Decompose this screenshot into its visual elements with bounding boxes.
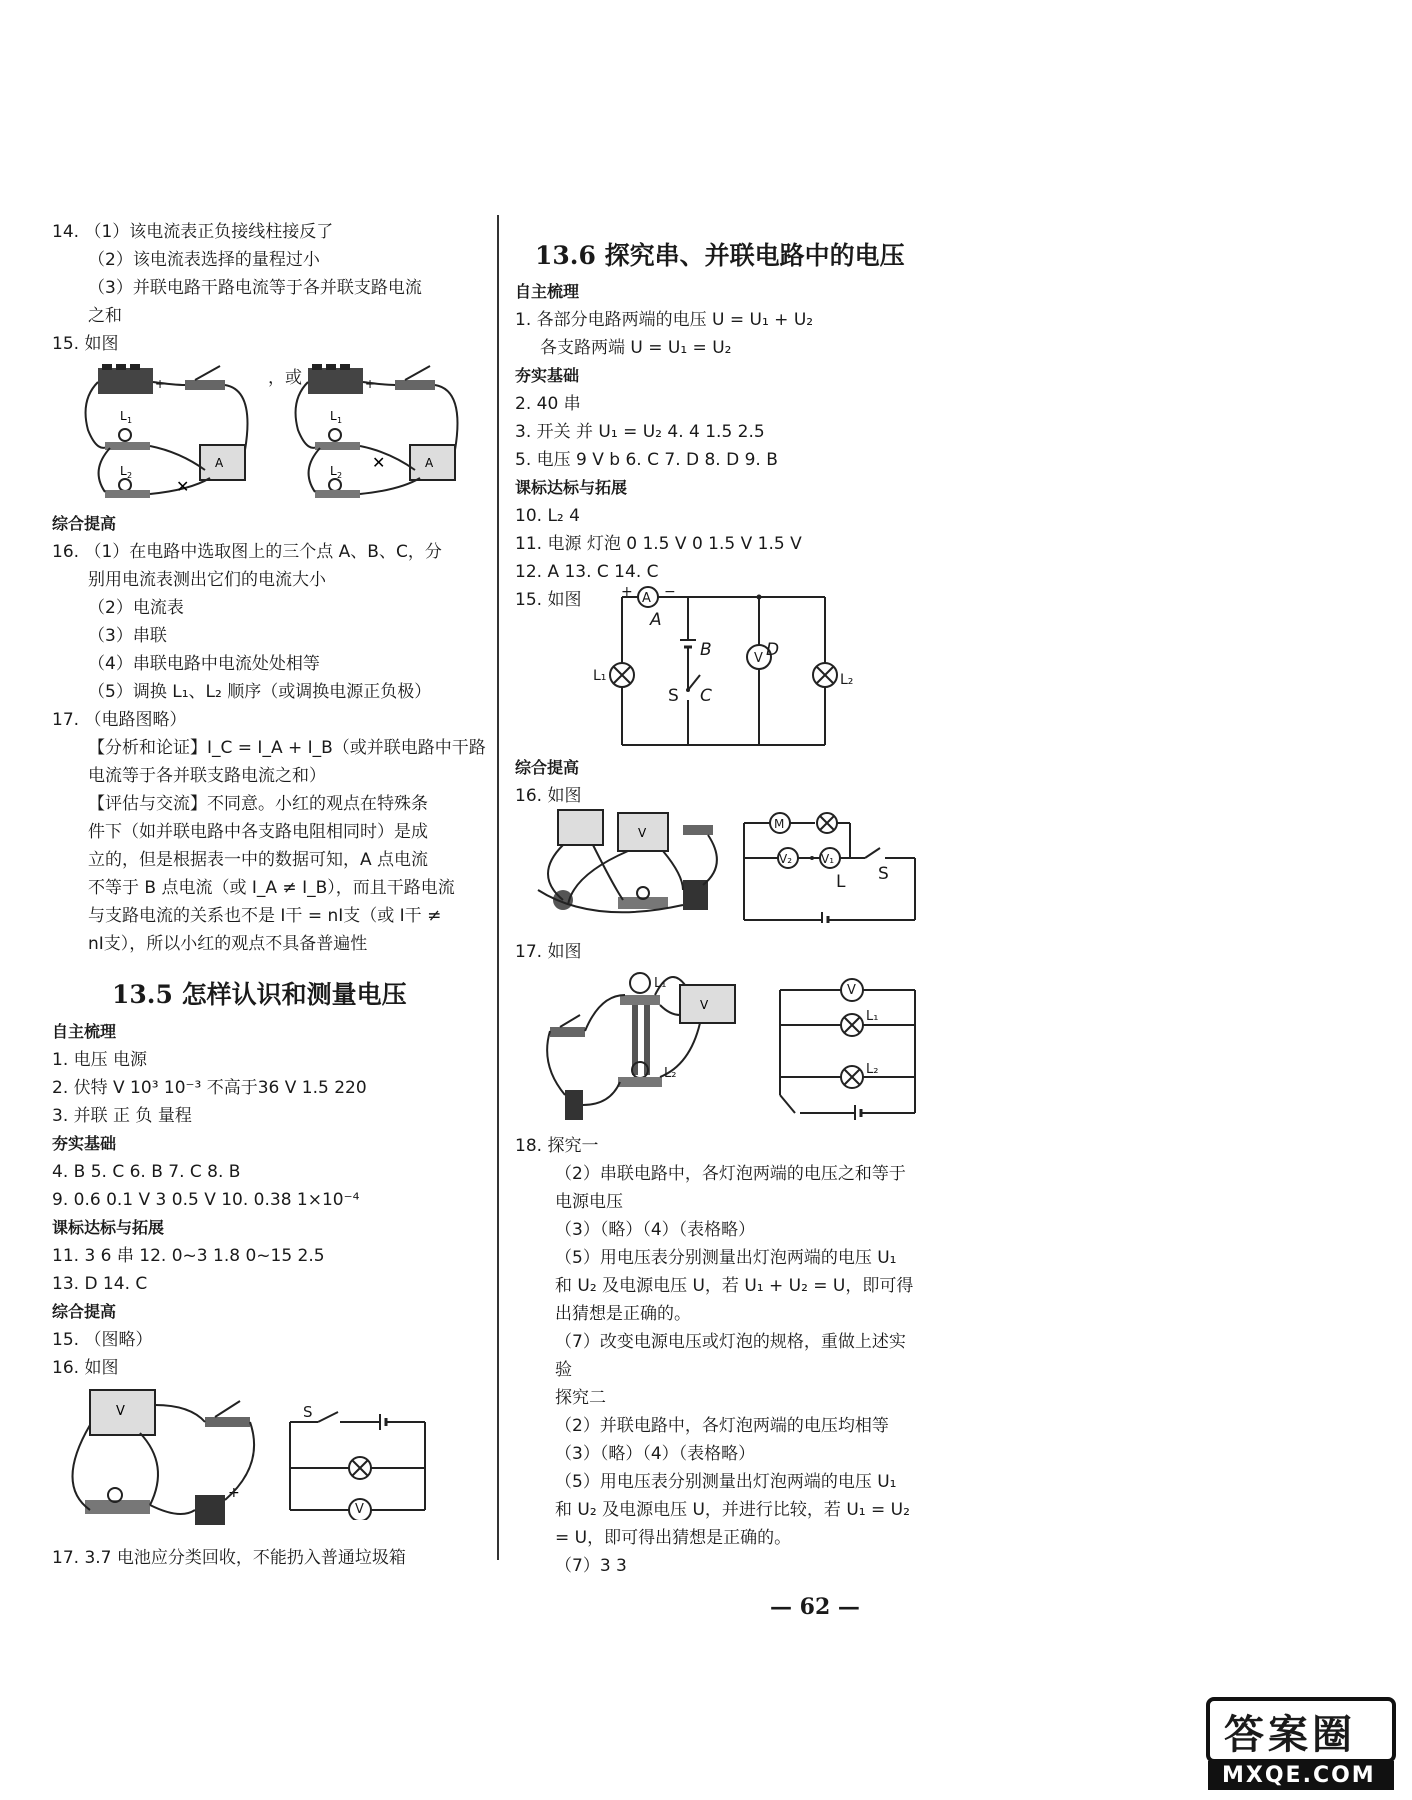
r-line-c11: （3）（略）（4）（表格略） <box>555 1444 756 1464</box>
r-line-a5: 3. 开关 并 U₁ = U₂ 4. 4 1.5 2.5 <box>515 422 765 442</box>
svg-text:A: A <box>425 456 434 470</box>
figure-15-circuit-a <box>80 360 270 500</box>
fig15-label-c: C <box>700 686 712 706</box>
left-line-6: 16. （1）在电路中选取图上的三个点 A、B、C，分 <box>52 542 442 562</box>
fig17-label-l1: L₁ <box>866 1009 879 1024</box>
left-line-1: （2）该电流表选择的量程过小 <box>88 250 320 270</box>
r-line-a2: 各支路两端 U = U₁ = U₂ <box>540 338 732 358</box>
r-line-a4: 2. 40 串 <box>515 394 581 414</box>
r-line-c0: 18. 探究一 <box>515 1136 599 1156</box>
s135-line-5: 4. B 5. C 6. B 7. C 8. B <box>52 1162 241 1182</box>
fig15-label-minus: − <box>664 584 676 600</box>
left-line-2: （3）并联电路干路电流等于各并联支路电流 <box>88 278 422 298</box>
fig17-label-l2: L₂ <box>866 1062 879 1077</box>
svg-text:L: L <box>330 409 337 423</box>
s135-line-6: 9. 0.6 0.1 V 3 0.5 V 10. 0.38 1×10⁻⁴ <box>52 1190 360 1210</box>
left-line-10: （4）串联电路中电流处处相等 <box>88 654 320 674</box>
figure-136-15-schematic <box>600 585 840 755</box>
s135-line-8: 11. 3 6 串 12. 0~3 1.8 0~15 2.5 <box>52 1246 325 1266</box>
fig-135-16-label-v: V <box>355 1502 364 1517</box>
left-last-line: 17. 3.7 电池应分类回收，不能扔入普通垃圾箱 <box>52 1548 406 1568</box>
fig17-phys-label-l1: L₁ <box>654 976 667 991</box>
left-line-20: nI支），所以小红的观点不具备普遍性 <box>88 934 368 954</box>
watermark-line2: MXQE.COM <box>1222 1763 1376 1788</box>
fig16-label-v2: V₂ <box>779 852 793 866</box>
left-line-3: 之和 <box>88 306 122 326</box>
svg-text:A: A <box>215 456 224 470</box>
svg-text:2: 2 <box>337 471 343 480</box>
s135-line-0: 自主梳理 <box>52 1022 117 1041</box>
figure-136-16-physical <box>533 805 723 920</box>
r-line-c13: 和 U₂ 及电源电压 U，并进行比较，若 U₁ = U₂ <box>555 1500 910 1520</box>
fig16-label-v1: V₁ <box>821 852 835 866</box>
r-line-c14: = U，即可得出猜想是正确的。 <box>555 1528 792 1548</box>
figure-136-17-physical <box>540 965 740 1125</box>
s135-line-2: 2. 伏特 V 10³ 10⁻³ 不高于36 V 1.5 220 <box>52 1078 367 1098</box>
figure-135-16-physical <box>50 1385 260 1535</box>
fig16-label-s: S <box>878 864 889 884</box>
left-line-15: 【评估与交流】不同意。小红的观点在特殊条 <box>88 794 428 814</box>
r-line-c6: 出猜想是正确的。 <box>555 1304 691 1324</box>
left-line-9: （3）串联 <box>88 626 167 646</box>
r-line-c3: （3）（略）（4）（表格略） <box>555 1220 756 1240</box>
svg-text:+: + <box>155 377 166 391</box>
left-line-19: 与支路电流的关系也不是 I干 = nI支（或 I干 ≠ <box>88 906 442 926</box>
r-line-c1: （2）串联电路中，各灯泡两端的电压之和等于 <box>555 1164 906 1184</box>
fig16-label-m: M <box>774 817 785 831</box>
r-line-c7: （7）改变电源电压或灯泡的规格，重做上述实 <box>555 1332 906 1352</box>
svg-text:+: + <box>365 377 376 391</box>
page-number: — 62 — <box>770 1594 860 1620</box>
r-line-b1: 16. 如图 <box>515 786 582 806</box>
svg-text:✕: ✕ <box>176 477 190 496</box>
svg-text:2: 2 <box>127 471 133 480</box>
r-line-a1: 1. 各部分电路两端的电压 U = U₁ + U₂ <box>515 310 814 330</box>
fig15-label-b: B <box>700 640 712 660</box>
fig15-label-s: S <box>668 686 679 706</box>
fig15-label-ammeter: A <box>642 591 651 606</box>
s135-line-9: 13. D 14. C <box>52 1274 148 1294</box>
fig15-label-plus: + <box>621 584 633 600</box>
fig17-label-v: V <box>847 983 856 998</box>
s135-line-4: 夯实基础 <box>52 1134 117 1153</box>
s135-line-12: 16. 如图 <box>52 1358 119 1378</box>
left-line-4: 15. 如图 <box>52 334 119 354</box>
r-line-a3: 夯实基础 <box>515 366 580 385</box>
watermark-logo <box>1206 1697 1396 1792</box>
svg-text:V: V <box>638 826 647 840</box>
svg-text:1: 1 <box>337 416 343 425</box>
section-13-6-title: 13.6 探究串、并联电路中的电压 <box>535 241 905 270</box>
svg-text:V: V <box>700 998 709 1012</box>
fig-135-16-label-s: S <box>303 1403 313 1421</box>
left-line-8: （2）电流表 <box>88 598 184 618</box>
left-line-13: 【分析和论证】I_C = I_A + I_B（或并联电路中干路 <box>88 738 486 758</box>
left-line-16: 件下（如并联电路中各支路电阻相同时）是成 <box>88 822 428 842</box>
s135-line-11: 15. （图略） <box>52 1330 153 1350</box>
figure-15-circuit-b <box>290 360 480 500</box>
left-line-7: 别用电流表测出它们的电流大小 <box>88 570 326 590</box>
left-line-11: （5）调换 L₁、L₂ 顺序（或调换电源正负极） <box>88 682 432 702</box>
r-line-a11: 15. 如图 <box>515 590 582 610</box>
fig17-phys-label-l2: L₂ <box>664 1066 677 1081</box>
fig16-label-l: L <box>836 872 846 892</box>
r-line-c2: 电源电压 <box>555 1192 623 1212</box>
r-line-17: 17. 如图 <box>515 942 582 962</box>
fig15-label-d: D <box>766 640 780 660</box>
svg-text:L: L <box>120 464 127 478</box>
r-line-a8: 10. L₂ 4 <box>515 506 580 526</box>
svg-text:V: V <box>116 1404 125 1419</box>
figure-15-or-text: ，或 <box>268 368 302 388</box>
svg-text:L: L <box>330 464 337 478</box>
r-line-c9: 探究二 <box>555 1388 606 1408</box>
svg-text:+: + <box>228 1485 240 1501</box>
s135-line-10: 综合提高 <box>52 1302 117 1321</box>
fig15-label-v: V <box>754 651 763 666</box>
r-line-a7: 课标达标与拓展 <box>515 478 628 497</box>
svg-text:1: 1 <box>127 416 133 425</box>
r-line-c8: 验 <box>555 1360 572 1380</box>
r-line-a10: 12. A 13. C 14. C <box>515 562 659 582</box>
r-line-c10: （2）并联电路中，各灯泡两端的电压均相等 <box>555 1416 889 1436</box>
r-line-a6: 5. 电压 9 V b 6. C 7. D 8. D 9. B <box>515 450 778 470</box>
watermark-line1: 答案圈 <box>1224 1712 1356 1758</box>
r-line-c12: （5）用电压表分别测量出灯泡两端的电压 U₁ <box>555 1472 897 1492</box>
r-line-a0: 自主梳理 <box>515 282 580 301</box>
s135-line-1: 1. 电压 电源 <box>52 1050 148 1070</box>
left-line-0: 14. （1）该电流表正负接线柱接反了 <box>52 222 334 242</box>
left-line-17: 立的，但是根据表一中的数据可知，A 点电流 <box>88 850 429 870</box>
column-divider <box>497 215 499 1560</box>
left-line-18: 不等于 B 点电流（或 I_A ≠ I_B），而且干路电流 <box>88 878 455 898</box>
section-13-5-title: 13.5 怎样认识和测量电压 <box>112 980 407 1009</box>
svg-text:L: L <box>120 409 127 423</box>
r-line-c4: （5）用电压表分别测量出灯泡两端的电压 U₁ <box>555 1248 897 1268</box>
svg-text:✕: ✕ <box>372 453 386 472</box>
s135-line-3: 3. 并联 正 负 量程 <box>52 1106 192 1126</box>
r-line-c5: 和 U₂ 及电源电压 U，若 U₁ + U₂ = U，即可得 <box>555 1276 914 1296</box>
s135-line-7: 课标达标与拓展 <box>52 1218 165 1237</box>
left-heading-zonghe: 综合提高 <box>52 514 117 533</box>
left-line-12: 17. （电路图略） <box>52 710 187 730</box>
fig15-label-a: A <box>650 610 662 630</box>
fig15-label-l1: L₁ <box>593 668 607 684</box>
r-line-b0: 综合提高 <box>515 758 580 777</box>
left-line-14: 电流等于各并联支路电流之和） <box>88 766 326 786</box>
r-line-c15: （7）3 3 <box>555 1556 627 1576</box>
fig15-label-l2: L₂ <box>840 672 854 688</box>
r-line-a9: 11. 电源 灯泡 0 1.5 V 0 1.5 V 1.5 V <box>515 534 802 554</box>
